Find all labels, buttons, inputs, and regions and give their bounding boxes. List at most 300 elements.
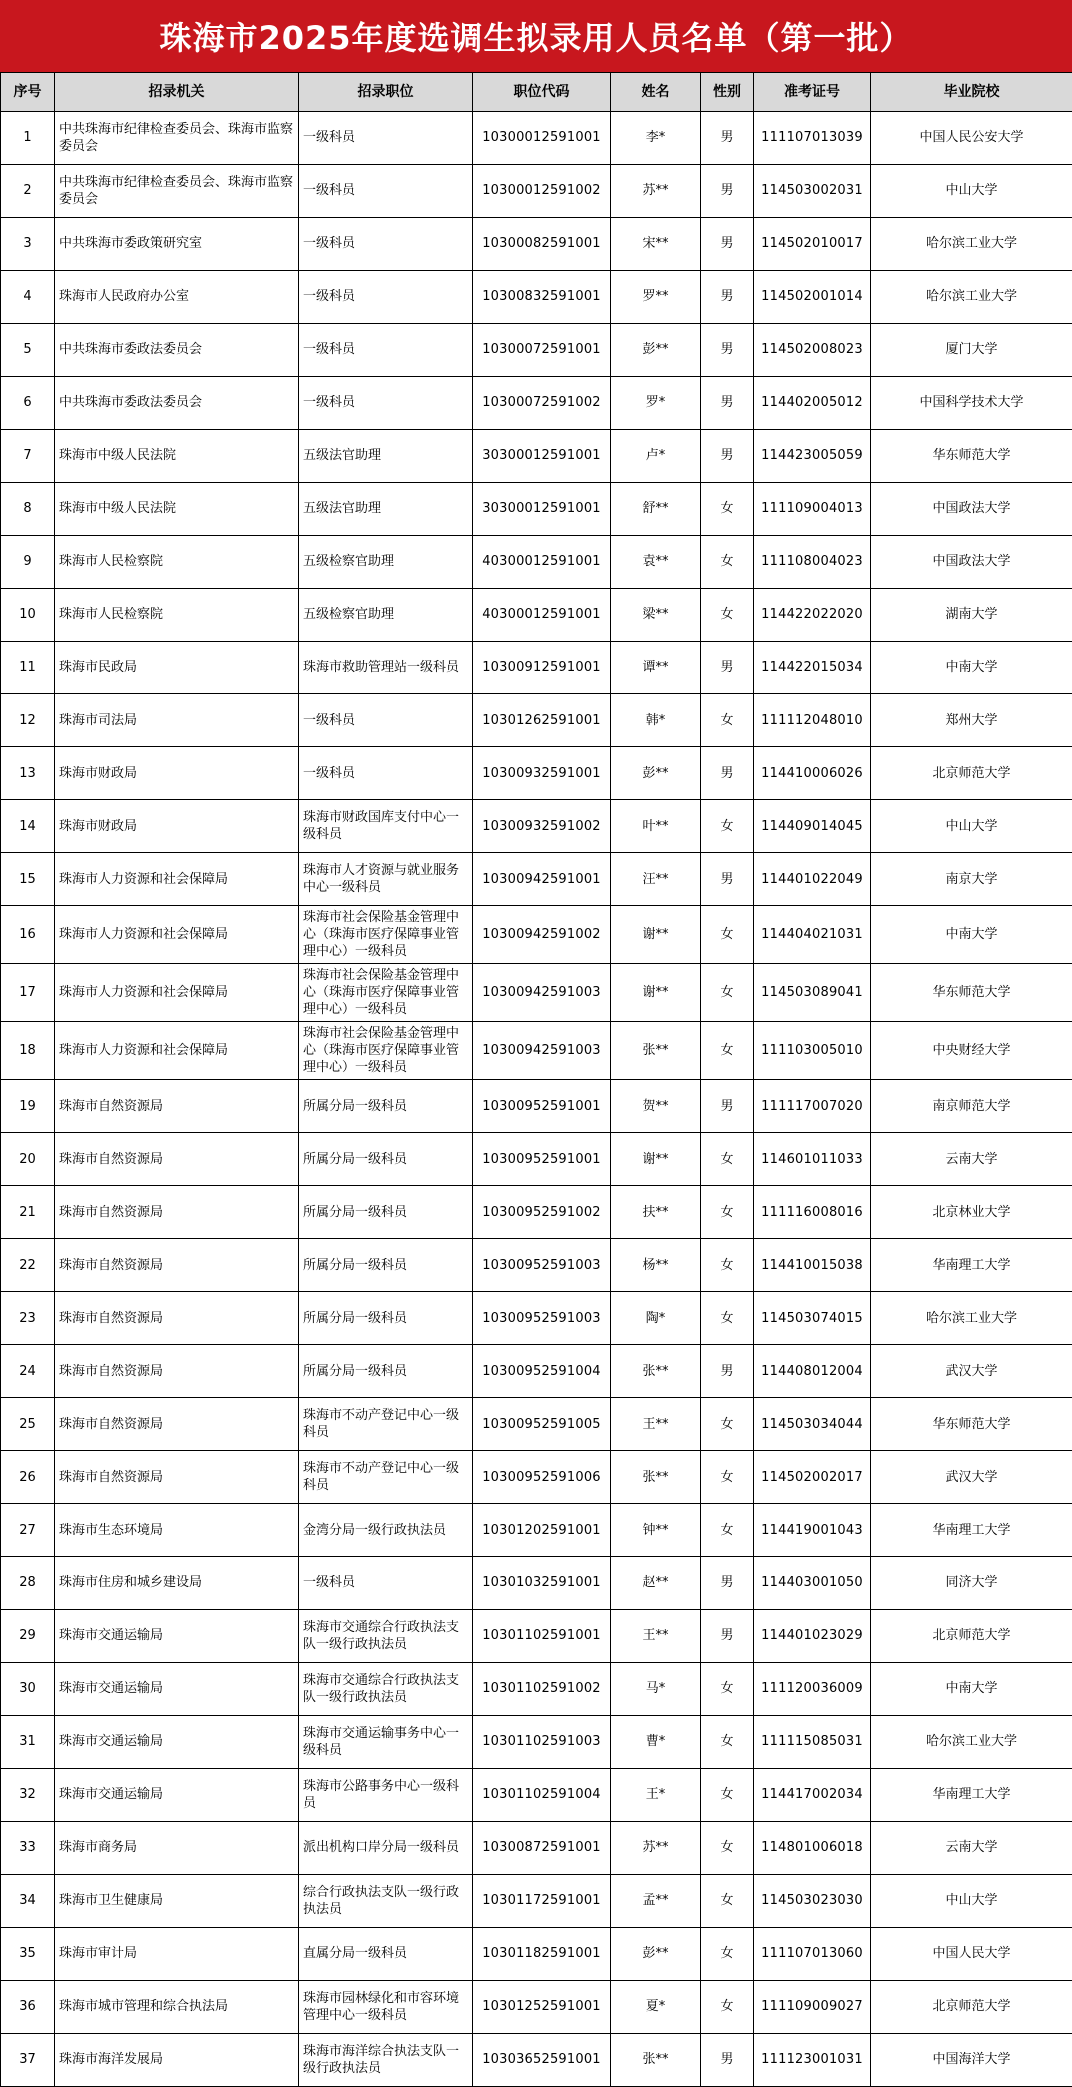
table-row (1, 1504, 1072, 1557)
cell-name: 李* (611, 112, 701, 165)
cell-code: 10300072591001 (473, 323, 611, 376)
cell-school: 湖南大学 (871, 588, 1072, 641)
table-row (1, 429, 1072, 482)
cell-index: 26 (1, 1451, 55, 1504)
cell-index: 22 (1, 1239, 55, 1292)
cell-code: 30300012591001 (473, 482, 611, 535)
cell-position: 一级科员 (299, 164, 473, 217)
cell-index: 7 (1, 429, 55, 482)
cell-position: 直属分局一级科员 (299, 1927, 473, 1980)
cell-exam-id: 114503034044 (754, 1398, 871, 1451)
cell-school: 北京林业大学 (871, 1186, 1072, 1239)
document-title: 珠海市2025年度选调生拟录用人员名单（第一批） (0, 0, 1072, 72)
table-row (1, 482, 1072, 535)
cell-code: 10301182591001 (473, 1927, 611, 1980)
cell-name: 舒** (611, 482, 701, 535)
cell-position: 珠海市财政国库支付中心一级科员 (299, 800, 473, 853)
cell-position: 珠海市不动产登记中心一级科员 (299, 1451, 473, 1504)
cell-position: 一级科员 (299, 217, 473, 270)
table-row (1, 112, 1072, 165)
cell-position: 一级科员 (299, 376, 473, 429)
cell-name: 陶* (611, 1292, 701, 1345)
cell-org: 珠海市住房和城乡建设局 (55, 1557, 299, 1610)
cell-sex: 男 (701, 1609, 754, 1662)
cell-sex: 男 (701, 1345, 754, 1398)
cell-org: 珠海市商务局 (55, 1821, 299, 1874)
cell-index: 14 (1, 800, 55, 853)
cell-index: 18 (1, 1022, 55, 1080)
cell-school: 同济大学 (871, 1557, 1072, 1610)
cell-sex: 男 (701, 1080, 754, 1133)
cell-school: 中国科学技术大学 (871, 376, 1072, 429)
cell-sex: 女 (701, 1821, 754, 1874)
cell-sex: 女 (701, 800, 754, 853)
table-row (1, 376, 1072, 429)
header-row (1, 73, 1072, 112)
cell-school: 哈尔滨工业大学 (871, 270, 1072, 323)
cell-exam-id: 111109009027 (754, 1980, 871, 2033)
table-row (1, 1398, 1072, 1451)
cell-exam-id: 111103005010 (754, 1022, 871, 1080)
table-row (1, 1451, 1072, 1504)
cell-school: 华东师范大学 (871, 964, 1072, 1022)
column-header-school: 毕业院校 (871, 73, 1072, 112)
cell-index: 27 (1, 1504, 55, 1557)
table-row (1, 853, 1072, 906)
cell-sex: 女 (701, 964, 754, 1022)
cell-school: 中南大学 (871, 641, 1072, 694)
cell-exam-id: 114423005059 (754, 429, 871, 482)
cell-exam-id: 114408012004 (754, 1345, 871, 1398)
cell-position: 所属分局一级科员 (299, 1186, 473, 1239)
cell-code: 10300952591002 (473, 1186, 611, 1239)
roster-body (1, 112, 1072, 2087)
cell-code: 10300952591004 (473, 1345, 611, 1398)
cell-org: 珠海市生态环境局 (55, 1504, 299, 1557)
cell-exam-id: 111107013060 (754, 1927, 871, 1980)
cell-sex: 女 (701, 1980, 754, 2033)
cell-school: 中山大学 (871, 1874, 1072, 1927)
cell-org: 珠海市交通运输局 (55, 1768, 299, 1821)
cell-name: 袁** (611, 535, 701, 588)
cell-exam-id: 114801006018 (754, 1821, 871, 1874)
cell-code: 10300952591005 (473, 1398, 611, 1451)
cell-school: 华南理工大学 (871, 1768, 1072, 1821)
cell-code: 10301032591001 (473, 1557, 611, 1610)
cell-index: 37 (1, 2033, 55, 2086)
cell-code: 10300012591002 (473, 164, 611, 217)
cell-school: 北京师范大学 (871, 747, 1072, 800)
cell-name: 谢** (611, 964, 701, 1022)
cell-position: 五级法官助理 (299, 429, 473, 482)
cell-position: 所属分局一级科员 (299, 1239, 473, 1292)
cell-sex: 女 (701, 1398, 754, 1451)
cell-school: 华东师范大学 (871, 429, 1072, 482)
cell-code: 10300912591001 (473, 641, 611, 694)
cell-code: 10300072591002 (473, 376, 611, 429)
cell-school: 郑州大学 (871, 694, 1072, 747)
cell-school: 武汉大学 (871, 1451, 1072, 1504)
table-row (1, 641, 1072, 694)
cell-sex: 女 (701, 1927, 754, 1980)
cell-org: 中共珠海市纪律检查委员会、珠海市监察委员会 (55, 112, 299, 165)
table-row (1, 270, 1072, 323)
cell-index: 3 (1, 217, 55, 270)
cell-name: 王* (611, 1768, 701, 1821)
cell-school: 中国海洋大学 (871, 2033, 1072, 2086)
cell-school: 中国人民大学 (871, 1927, 1072, 1980)
cell-code: 10300952591003 (473, 1292, 611, 1345)
table-row (1, 747, 1072, 800)
cell-exam-id: 114503089041 (754, 964, 871, 1022)
cell-exam-id: 114409014045 (754, 800, 871, 853)
cell-name: 夏* (611, 1980, 701, 2033)
cell-school: 中央财经大学 (871, 1022, 1072, 1080)
cell-position: 珠海市海洋综合执法支队一级行政执法员 (299, 2033, 473, 2086)
table-row (1, 323, 1072, 376)
cell-index: 16 (1, 906, 55, 964)
table-row (1, 694, 1072, 747)
cell-org: 珠海市中级人民法院 (55, 482, 299, 535)
table-row (1, 1080, 1072, 1133)
cell-org: 珠海市自然资源局 (55, 1133, 299, 1186)
cell-name: 韩* (611, 694, 701, 747)
cell-school: 北京师范大学 (871, 1609, 1072, 1662)
cell-org: 珠海市人力资源和社会保障局 (55, 1022, 299, 1080)
cell-exam-id: 111120036009 (754, 1662, 871, 1715)
column-header-sex: 性别 (701, 73, 754, 112)
cell-org: 珠海市卫生健康局 (55, 1874, 299, 1927)
cell-name: 汪** (611, 853, 701, 906)
cell-org: 珠海市自然资源局 (55, 1239, 299, 1292)
table-row (1, 1821, 1072, 1874)
cell-school: 武汉大学 (871, 1345, 1072, 1398)
cell-position: 珠海市公路事务中心一级科员 (299, 1768, 473, 1821)
cell-code: 30300012591001 (473, 429, 611, 482)
cell-sex: 男 (701, 376, 754, 429)
cell-position: 五级检察官助理 (299, 535, 473, 588)
column-header-position: 招录职位 (299, 73, 473, 112)
cell-code: 10300932591002 (473, 800, 611, 853)
cell-sex: 男 (701, 1557, 754, 1610)
cell-sex: 女 (701, 694, 754, 747)
cell-org: 珠海市人力资源和社会保障局 (55, 906, 299, 964)
cell-sex: 女 (701, 1133, 754, 1186)
cell-index: 23 (1, 1292, 55, 1345)
table-row (1, 1133, 1072, 1186)
cell-name: 宋** (611, 217, 701, 270)
cell-org: 珠海市审计局 (55, 1927, 299, 1980)
cell-name: 罗** (611, 270, 701, 323)
cell-org: 珠海市自然资源局 (55, 1292, 299, 1345)
cell-index: 4 (1, 270, 55, 323)
table-row (1, 1768, 1072, 1821)
cell-index: 28 (1, 1557, 55, 1610)
cell-exam-id: 111117007020 (754, 1080, 871, 1133)
cell-sex: 男 (701, 270, 754, 323)
table-row (1, 906, 1072, 964)
cell-exam-id: 111109004013 (754, 482, 871, 535)
cell-position: 珠海市社会保险基金管理中心（珠海市医疗保障事业管理中心）一级科员 (299, 906, 473, 964)
cell-code: 10301172591001 (473, 1874, 611, 1927)
cell-exam-id: 114422022020 (754, 588, 871, 641)
cell-exam-id: 114503074015 (754, 1292, 871, 1345)
cell-position: 一级科员 (299, 270, 473, 323)
cell-code: 10303652591001 (473, 2033, 611, 2086)
cell-index: 36 (1, 1980, 55, 2033)
cell-name: 赵** (611, 1557, 701, 1610)
cell-school: 中国人民公安大学 (871, 112, 1072, 165)
cell-sex: 男 (701, 164, 754, 217)
cell-name: 张** (611, 2033, 701, 2086)
cell-name: 梁** (611, 588, 701, 641)
cell-position: 五级检察官助理 (299, 588, 473, 641)
cell-sex: 男 (701, 217, 754, 270)
cell-name: 王** (611, 1609, 701, 1662)
table-row (1, 1927, 1072, 1980)
cell-sex: 女 (701, 1186, 754, 1239)
cell-name: 谭** (611, 641, 701, 694)
table-row (1, 1022, 1072, 1080)
cell-school: 哈尔滨工业大学 (871, 1715, 1072, 1768)
cell-index: 9 (1, 535, 55, 588)
cell-index: 6 (1, 376, 55, 429)
cell-code: 10301102591003 (473, 1715, 611, 1768)
cell-name: 苏** (611, 1821, 701, 1874)
cell-code: 10300942591003 (473, 1022, 611, 1080)
cell-school: 厦门大学 (871, 323, 1072, 376)
cell-school: 中南大学 (871, 906, 1072, 964)
cell-position: 珠海市社会保险基金管理中心（珠海市医疗保障事业管理中心）一级科员 (299, 1022, 473, 1080)
cell-name: 钟** (611, 1504, 701, 1557)
cell-sex: 女 (701, 1239, 754, 1292)
cell-exam-id: 111112048010 (754, 694, 871, 747)
cell-name: 彭** (611, 323, 701, 376)
cell-school: 中国政法大学 (871, 482, 1072, 535)
cell-org: 珠海市人民检察院 (55, 535, 299, 588)
cell-position: 一级科员 (299, 112, 473, 165)
cell-position: 综合行政执法支队一级行政执法员 (299, 1874, 473, 1927)
cell-exam-id: 111116008016 (754, 1186, 871, 1239)
table-row (1, 1186, 1072, 1239)
cell-sex: 女 (701, 1292, 754, 1345)
cell-name: 孟** (611, 1874, 701, 1927)
cell-index: 5 (1, 323, 55, 376)
cell-name: 扶** (611, 1186, 701, 1239)
cell-exam-id: 114410006026 (754, 747, 871, 800)
cell-name: 彭** (611, 1927, 701, 1980)
cell-code: 10300942591003 (473, 964, 611, 1022)
cell-position: 五级法官助理 (299, 482, 473, 535)
cell-school: 中国政法大学 (871, 535, 1072, 588)
cell-school: 云南大学 (871, 1133, 1072, 1186)
cell-exam-id: 114503002031 (754, 164, 871, 217)
cell-exam-id: 114401022049 (754, 853, 871, 906)
cell-code: 10300952591006 (473, 1451, 611, 1504)
cell-exam-id: 111115085031 (754, 1715, 871, 1768)
cell-position: 一级科员 (299, 323, 473, 376)
table-row (1, 535, 1072, 588)
cell-org: 中共珠海市委政法委员会 (55, 323, 299, 376)
cell-position: 珠海市交通运输事务中心一级科员 (299, 1715, 473, 1768)
cell-sex: 女 (701, 1662, 754, 1715)
cell-name: 谢** (611, 906, 701, 964)
column-header-index: 序号 (1, 73, 55, 112)
cell-exam-id: 114419001043 (754, 1504, 871, 1557)
cell-sex: 男 (701, 323, 754, 376)
cell-sex: 男 (701, 112, 754, 165)
cell-position: 一级科员 (299, 747, 473, 800)
cell-name: 张** (611, 1022, 701, 1080)
cell-name: 王** (611, 1398, 701, 1451)
table-row (1, 1874, 1072, 1927)
table-row (1, 1292, 1072, 1345)
cell-code: 10300012591001 (473, 112, 611, 165)
cell-exam-id: 114503023030 (754, 1874, 871, 1927)
cell-sex: 女 (701, 482, 754, 535)
cell-position: 所属分局一级科员 (299, 1345, 473, 1398)
table-row (1, 1345, 1072, 1398)
cell-code: 10300952591001 (473, 1080, 611, 1133)
cell-org: 中共珠海市纪律检查委员会、珠海市监察委员会 (55, 164, 299, 217)
table-row (1, 164, 1072, 217)
cell-code: 10300082591001 (473, 217, 611, 270)
cell-index: 31 (1, 1715, 55, 1768)
cell-position: 所属分局一级科员 (299, 1133, 473, 1186)
cell-org: 珠海市交通运输局 (55, 1715, 299, 1768)
cell-name: 苏** (611, 164, 701, 217)
cell-exam-id: 114601011033 (754, 1133, 871, 1186)
cell-sex: 女 (701, 1874, 754, 1927)
cell-org: 珠海市人力资源和社会保障局 (55, 964, 299, 1022)
cell-position: 珠海市救助管理站一级科员 (299, 641, 473, 694)
cell-position: 所属分局一级科员 (299, 1292, 473, 1345)
roster-table (0, 72, 1072, 2087)
cell-school: 华东师范大学 (871, 1398, 1072, 1451)
cell-exam-id: 111107013039 (754, 112, 871, 165)
cell-exam-id: 114422015034 (754, 641, 871, 694)
cell-index: 17 (1, 964, 55, 1022)
cell-exam-id: 114401023029 (754, 1609, 871, 1662)
cell-index: 32 (1, 1768, 55, 1821)
cell-code: 40300012591001 (473, 535, 611, 588)
cell-code: 10300872591001 (473, 1821, 611, 1874)
table-row (1, 1609, 1072, 1662)
cell-code: 10301102591004 (473, 1768, 611, 1821)
cell-code: 10300952591001 (473, 1133, 611, 1186)
column-header-name: 姓名 (611, 73, 701, 112)
cell-org: 珠海市人民检察院 (55, 588, 299, 641)
cell-name: 曹* (611, 1715, 701, 1768)
cell-name: 张** (611, 1345, 701, 1398)
cell-school: 云南大学 (871, 1821, 1072, 1874)
cell-school: 南京大学 (871, 853, 1072, 906)
cell-index: 21 (1, 1186, 55, 1239)
cell-school: 哈尔滨工业大学 (871, 217, 1072, 270)
cell-index: 33 (1, 1821, 55, 1874)
cell-name: 彭** (611, 747, 701, 800)
cell-position: 派出机构口岸分局一级科员 (299, 1821, 473, 1874)
cell-exam-id: 111123001031 (754, 2033, 871, 2086)
cell-sex: 女 (701, 588, 754, 641)
cell-sex: 女 (701, 1715, 754, 1768)
cell-position: 珠海市园林绿化和市容环境管理中心一级科员 (299, 1980, 473, 2033)
cell-index: 35 (1, 1927, 55, 1980)
cell-index: 20 (1, 1133, 55, 1186)
cell-index: 12 (1, 694, 55, 747)
cell-index: 11 (1, 641, 55, 694)
cell-exam-id: 111108004023 (754, 535, 871, 588)
cell-org: 珠海市自然资源局 (55, 1451, 299, 1504)
table-row (1, 1980, 1072, 2033)
table-row (1, 964, 1072, 1022)
cell-index: 25 (1, 1398, 55, 1451)
cell-code: 40300012591001 (473, 588, 611, 641)
cell-name: 贺** (611, 1080, 701, 1133)
cell-index: 29 (1, 1609, 55, 1662)
cell-sex: 男 (701, 429, 754, 482)
cell-name: 卢* (611, 429, 701, 482)
cell-position: 一级科员 (299, 1557, 473, 1610)
cell-school: 华南理工大学 (871, 1504, 1072, 1557)
cell-org: 珠海市中级人民法院 (55, 429, 299, 482)
cell-exam-id: 114404021031 (754, 906, 871, 964)
cell-sex: 女 (701, 906, 754, 964)
cell-position: 珠海市人才资源与就业服务中心一级科员 (299, 853, 473, 906)
cell-org: 珠海市司法局 (55, 694, 299, 747)
cell-position: 珠海市不动产登记中心一级科员 (299, 1398, 473, 1451)
cell-index: 1 (1, 112, 55, 165)
cell-position: 珠海市交通综合行政执法支队一级行政执法员 (299, 1609, 473, 1662)
cell-index: 10 (1, 588, 55, 641)
cell-index: 34 (1, 1874, 55, 1927)
cell-exam-id: 114502010017 (754, 217, 871, 270)
cell-position: 所属分局一级科员 (299, 1080, 473, 1133)
cell-index: 15 (1, 853, 55, 906)
cell-code: 10301102591001 (473, 1609, 611, 1662)
cell-position: 珠海市交通综合行政执法支队一级行政执法员 (299, 1662, 473, 1715)
cell-index: 2 (1, 164, 55, 217)
cell-sex: 女 (701, 1022, 754, 1080)
cell-org: 珠海市交通运输局 (55, 1609, 299, 1662)
cell-code: 10300942591002 (473, 906, 611, 964)
cell-org: 中共珠海市委政法委员会 (55, 376, 299, 429)
table-row (1, 1662, 1072, 1715)
cell-name: 叶** (611, 800, 701, 853)
cell-position: 珠海市社会保险基金管理中心（珠海市医疗保障事业管理中心）一级科员 (299, 964, 473, 1022)
cell-code: 10300832591001 (473, 270, 611, 323)
cell-name: 杨** (611, 1239, 701, 1292)
cell-exam-id: 114403001050 (754, 1557, 871, 1610)
cell-org: 珠海市自然资源局 (55, 1080, 299, 1133)
cell-name: 罗* (611, 376, 701, 429)
cell-org: 中共珠海市委政策研究室 (55, 217, 299, 270)
table-row (1, 2033, 1072, 2086)
cell-exam-id: 114502008023 (754, 323, 871, 376)
cell-exam-id: 114502002017 (754, 1451, 871, 1504)
cell-index: 13 (1, 747, 55, 800)
cell-org: 珠海市财政局 (55, 747, 299, 800)
table-row (1, 1715, 1072, 1768)
cell-exam-id: 114402005012 (754, 376, 871, 429)
table-row (1, 1239, 1072, 1292)
cell-sex: 男 (701, 2033, 754, 2086)
cell-org: 珠海市自然资源局 (55, 1398, 299, 1451)
column-header-org: 招录机关 (55, 73, 299, 112)
cell-sex: 女 (701, 1504, 754, 1557)
column-header-exam-id: 准考证号 (754, 73, 871, 112)
cell-exam-id: 114502001014 (754, 270, 871, 323)
